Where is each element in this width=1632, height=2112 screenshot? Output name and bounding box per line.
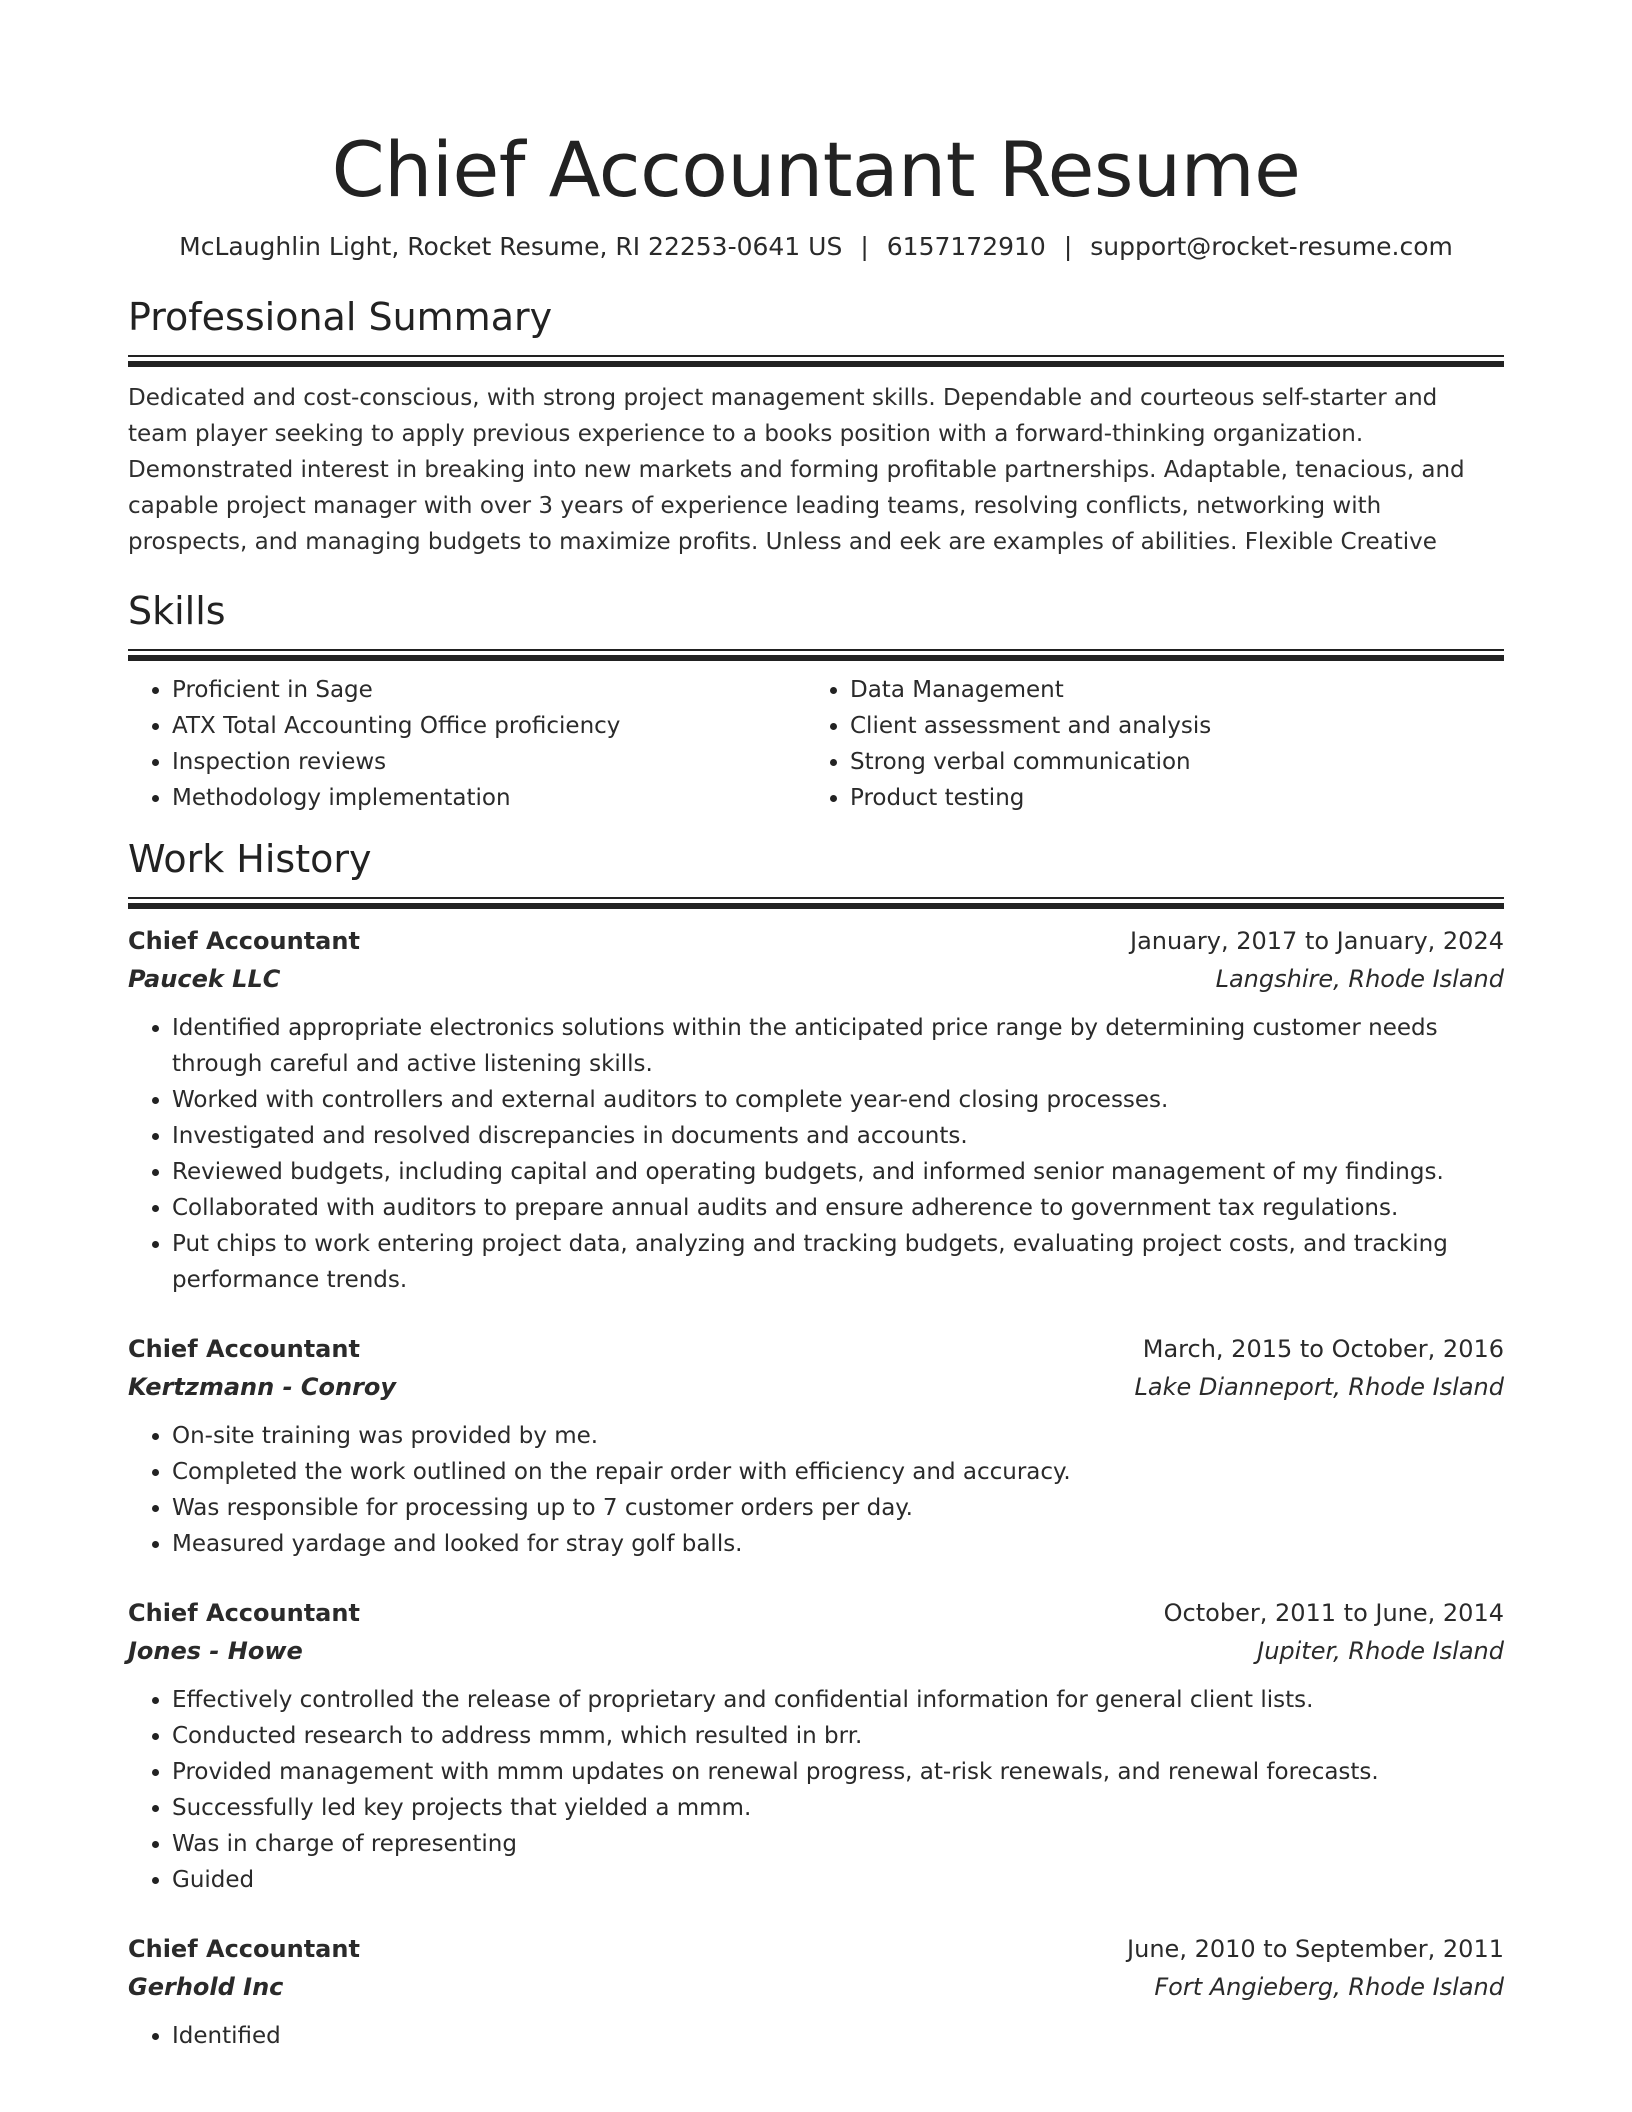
- skill-item: • Methodology implementation: [172, 780, 806, 816]
- section-divider: [128, 649, 1504, 660]
- summary-text: Dedicated and cost-conscious, with strong project management skills. Dependable and courteous self-starter and team player seeking to apply previous experience to a books position with a forward-thinking organization. Demonstrated interest in breaking into new markets and forming profitable partnerships. Adaptable, tenacious, and capable project manager with over 3 years of experience leading teams, resolving conflicts, networking with prospects, and managing budgets to maximize profits. Unless and eek are examples of abilities. Flexible Creative: [128, 385, 1465, 555]
- job-bullet: • On-site training was provided by me.: [172, 1418, 1504, 1454]
- job-title: Chief Accountant: [128, 1935, 360, 1963]
- job-header-row: [128, 1330, 1504, 1368]
- job-location: Langshire, Rhode Island: [1215, 965, 1504, 993]
- job-bullets: [128, 1418, 1504, 1562]
- job-bullets: [128, 2018, 1504, 2054]
- resume-page: [128, 0, 1504, 2054]
- contact-line: [128, 230, 1504, 264]
- job-bullet: • Effectively controlled the release of proprietary and confidential information for general client lists.: [172, 1682, 1504, 1718]
- contact-email: support@rocket-resume.com: [1090, 232, 1453, 261]
- job-header-row: [128, 1594, 1504, 1632]
- job-bullet: • Was in charge of representing: [172, 1826, 1504, 1862]
- job-company-row: [128, 1368, 1504, 1406]
- job-bullet: • Investigated and resolved discrepancies in documents and accounts.: [172, 1118, 1504, 1154]
- job-dates: January, 2017 to January, 2024: [1130, 927, 1504, 955]
- job-bullet: • Guided: [172, 1862, 1504, 1898]
- skill-item: • Strong verbal communication: [850, 744, 1484, 780]
- job-bullet: • Identified: [172, 2018, 1504, 2054]
- skills-column-right: [806, 672, 1484, 816]
- job-header-row: [128, 922, 1504, 960]
- job-location: Fort Angieberg, Rhode Island: [1154, 1973, 1504, 2001]
- resume-title: Chief Accountant Resume: [331, 125, 1301, 214]
- job-company: Paucek LLC: [128, 965, 281, 993]
- job-location: Lake Dianneport, Rhode Island: [1134, 1373, 1504, 1401]
- job-bullet: • Collaborated with auditors to prepare annual audits and ensure adherence to government tax regulations.: [172, 1190, 1504, 1226]
- job-dates: March, 2015 to October, 2016: [1142, 1335, 1504, 1363]
- job-entry: [128, 1930, 1504, 2054]
- job-bullets: [128, 1010, 1504, 1298]
- job-company: Gerhold Inc: [128, 1973, 284, 2001]
- summary-heading: Professional Summary: [128, 295, 553, 339]
- job-title: Chief Accountant: [128, 1335, 360, 1363]
- job-dates: June, 2010 to September, 2011: [1127, 1935, 1504, 1963]
- skills-column-left: [128, 672, 806, 816]
- job-company: Kertzmann - Conroy: [128, 1373, 397, 1401]
- skills-heading: Skills: [128, 589, 226, 633]
- job-bullet: • Provided management with mmm updates on renewal progress, at-risk renewals, and renewal forecasts.: [172, 1754, 1504, 1790]
- job-bullet: • Completed the work outlined on the repair order with efficiency and accuracy.: [172, 1454, 1504, 1490]
- contact-separator: |: [860, 232, 869, 261]
- job-title: Chief Accountant: [128, 1599, 360, 1627]
- job-location: Jupiter, Rhode Island: [1257, 1637, 1504, 1665]
- job-bullet: • Reviewed budgets, including capital and operating budgets, and informed senior management of my findings.: [172, 1154, 1504, 1190]
- work-history-heading: Work History: [128, 837, 372, 881]
- job-bullet: • Was responsible for processing up to 7 customer orders per day.: [172, 1490, 1504, 1526]
- section-divider: [128, 897, 1504, 908]
- job-bullet: • Worked with controllers and external auditors to complete year-end closing processes.: [172, 1082, 1504, 1118]
- contact-separator: |: [1063, 232, 1073, 261]
- job-dates: October, 2011 to June, 2014: [1163, 1599, 1504, 1627]
- contact-address: McLaughlin Light, Rocket Resume, RI 22253-0641 US: [179, 232, 843, 261]
- job-header-row: [128, 1930, 1504, 1968]
- job-company-row: [128, 1632, 1504, 1670]
- skill-item: • Proficient in Sage: [172, 672, 806, 708]
- job-company-row: [128, 960, 1504, 998]
- job-bullet: • Put chips to work entering project data, analyzing and tracking budgets, evaluating project costs, and tracking performance trends.: [172, 1226, 1504, 1298]
- skill-item: • ATX Total Accounting Office proficiency: [172, 708, 806, 744]
- skill-item: • Data Management: [850, 672, 1484, 708]
- job-entry: [128, 1330, 1504, 1562]
- job-company-row: [128, 1968, 1504, 2006]
- job-title: Chief Accountant: [128, 927, 360, 955]
- skill-item: • Inspection reviews: [172, 744, 806, 780]
- section-divider: [128, 355, 1504, 366]
- job-bullet: • Identified appropriate electronics solutions within the anticipated price range by determining customer needs through careful and active listening skills.: [172, 1010, 1504, 1082]
- skill-item: • Product testing: [850, 780, 1484, 816]
- skills-list: [128, 672, 1504, 816]
- skill-item: • Client assessment and analysis: [850, 708, 1484, 744]
- job-entry: [128, 922, 1504, 1298]
- job-bullet: • Measured yardage and looked for stray golf balls.: [172, 1526, 1504, 1562]
- job-bullet: • Successfully led key projects that yielded a mmm.: [172, 1790, 1504, 1826]
- job-bullet: • Conducted research to address mmm, which resulted in brr.: [172, 1718, 1504, 1754]
- job-company: Jones - Howe: [128, 1637, 303, 1665]
- job-bullets: [128, 1682, 1504, 1898]
- job-entry: [128, 1594, 1504, 1898]
- contact-phone: 6157172910: [886, 232, 1046, 261]
